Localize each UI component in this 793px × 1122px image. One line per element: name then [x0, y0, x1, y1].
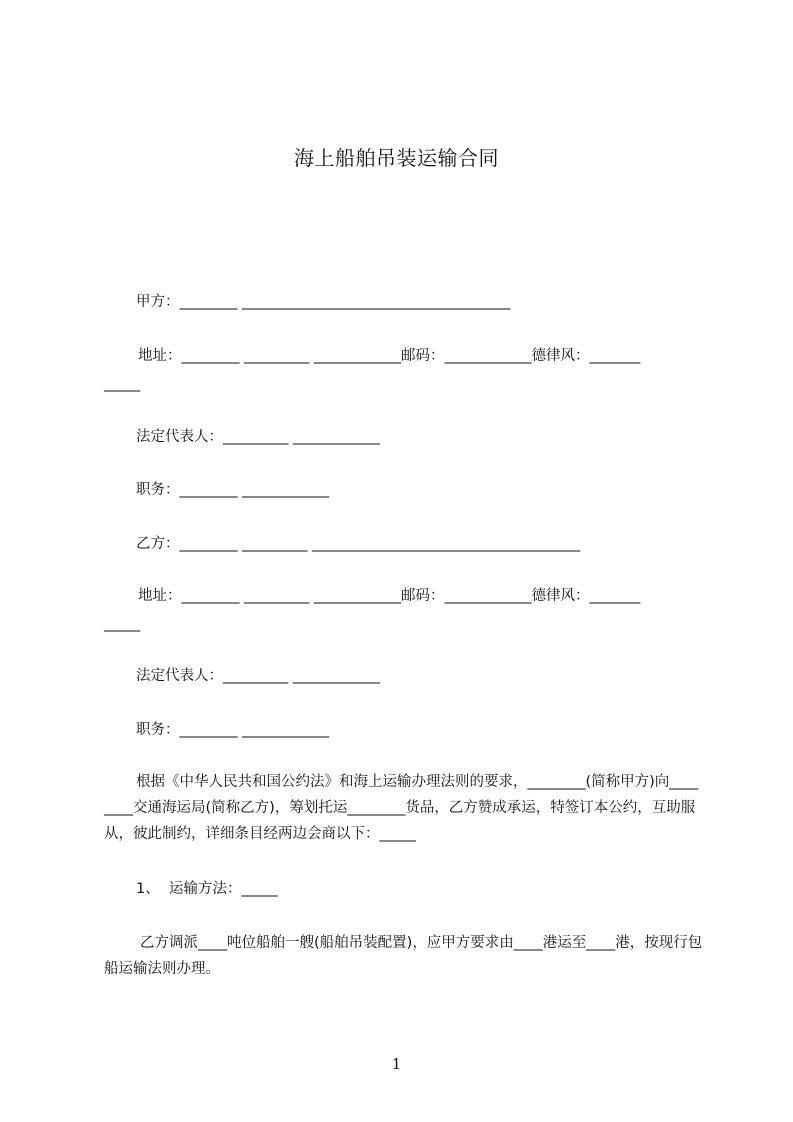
- party-a-legal-rep-line: 法定代表人：_________ ____________: [136, 429, 380, 445]
- preamble-paragraph: [104, 769, 704, 847]
- party-a-address-line: 地址：________ _________ ____________邮码：____________德律风：_______: [138, 348, 641, 364]
- party-b-address-line: 地址：________ _________ ____________邮码：____________德律风：_______: [138, 588, 641, 604]
- party-a-address-continuation: _____: [104, 376, 141, 392]
- clause-1-body: [104, 930, 704, 982]
- contract-title: 海上船舶吊装运输合同: [294, 146, 499, 170]
- party-b-position-line: 职务：________ ____________: [136, 722, 330, 738]
- page-number: 1: [391, 1055, 402, 1073]
- party-a-name-line: 甲方：________ _____________________________________: [136, 294, 511, 310]
- party-b-legal-rep-line: 法定代表人：_________ ____________: [136, 668, 380, 684]
- party-b-address-continuation: _____: [104, 616, 141, 632]
- party-b-name-line: 乙方：________ _________ _____________________________________: [136, 536, 581, 552]
- party-a-position-line: 职务：________ ____________: [136, 482, 330, 498]
- clause-1-heading: 1、 运输方法：_____: [136, 881, 278, 897]
- clause-1-text: 乙方调派____吨位船舶一艘(船舶吊装配置)，应甲方要求由____港运至____港，按现行包船运输法则办理。: [104, 935, 703, 977]
- preamble-text: 根据《中华人民共和国公约法》和海上运输办理法则的要求，________(简称甲方)向________交通海运局(简称乙方)，筹划托运________货品，乙方赞成承运，特签订本公约，互助服从，彼此制约，详细条目经两边会商以下：_____: [104, 774, 699, 842]
